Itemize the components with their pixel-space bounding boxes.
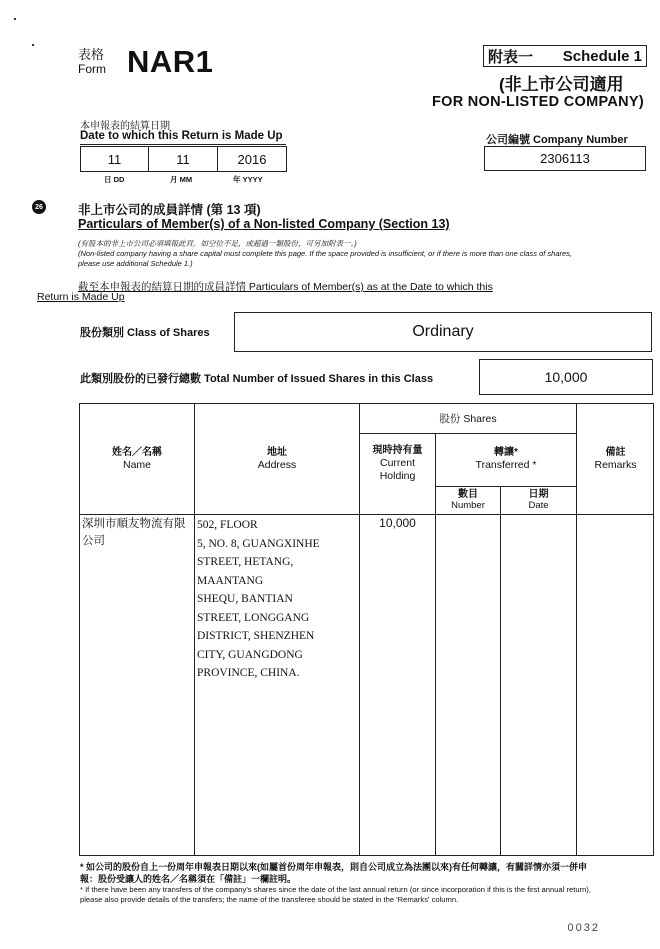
member-address bbox=[197, 516, 357, 683]
year-caption: 年 YYYY bbox=[233, 175, 263, 184]
form-label-zh: 表格 bbox=[78, 47, 105, 62]
date-header-en: Date bbox=[528, 500, 549, 511]
address-header-en: Address bbox=[257, 459, 297, 471]
name-header bbox=[80, 446, 194, 472]
section-number-badge: 26 bbox=[32, 200, 46, 214]
class-of-shares-value: Ordinary bbox=[234, 312, 652, 352]
member-address-line: CITY, GUANGDONG bbox=[197, 648, 303, 661]
remarks-header bbox=[577, 446, 654, 472]
date-header bbox=[501, 489, 576, 511]
return-date-underline bbox=[80, 144, 286, 145]
return-date-month: 11 bbox=[148, 146, 218, 172]
member-name: 深圳市順友物流有限公司 bbox=[82, 518, 186, 547]
as-at-line-1: 截至本申報表的結算日期的成員詳情 Particulars of Member(s) as at the Date to which this bbox=[78, 281, 493, 293]
address-header-zh: 地址 bbox=[267, 447, 287, 458]
company-number-label: 公司編號 Company Number bbox=[486, 134, 628, 146]
member-address-line: DISTRICT, SHENZHEN bbox=[197, 630, 315, 642]
number-header-zh: 數目 bbox=[458, 489, 478, 500]
members-table bbox=[79, 403, 654, 856]
remarks-header-zh: 備註 bbox=[605, 447, 626, 458]
shares-header: 股份 Shares bbox=[439, 413, 497, 425]
member-address-line: SHEQU, BANTIAN bbox=[197, 593, 293, 605]
form-label-en: Form bbox=[78, 62, 106, 76]
member-address-line: 502, FLOOR bbox=[197, 519, 258, 531]
section-title-zh: 非上市公司的成員詳情 (第 13 項) bbox=[78, 203, 261, 217]
return-date-year: 2016 bbox=[217, 146, 287, 172]
return-date-label-zh: 本申報表的結算日期 bbox=[80, 121, 170, 132]
company-number-value: 2306113 bbox=[484, 146, 646, 171]
name-header-en: Name bbox=[122, 459, 151, 471]
section-note-zh: (有股本的非上市公司必須填報此頁。如空位不足，或超過一類股份，可另加附表一。) bbox=[78, 239, 357, 248]
member-current-holding: 10,000 bbox=[379, 516, 416, 530]
row-divider bbox=[359, 433, 576, 434]
remarks-header-en: Remarks bbox=[594, 459, 637, 471]
column-divider bbox=[500, 486, 501, 856]
date-header-zh: 日期 bbox=[528, 489, 549, 500]
number-header bbox=[436, 489, 500, 511]
transferred-header-en: Transferred * bbox=[475, 459, 537, 471]
address-header bbox=[195, 446, 359, 472]
footnote-zh: * 如公司的股份自上一份周年申報表日期以來(如屬首份周年申報表，則自公司成立為法團以來)有任何轉讓，有關詳情亦須一併申報：股份受讓人的姓名／名稱須在「備註」一欄註明。 bbox=[80, 862, 588, 884]
schedule-for-en: FOR NON-LISTED COMPANY) bbox=[431, 94, 644, 110]
total-issued-value: 10,000 bbox=[479, 359, 653, 395]
return-date-day: 11 bbox=[80, 146, 149, 172]
scan-speck bbox=[14, 18, 16, 20]
class-of-shares-label: 股份類別 Class of Shares bbox=[80, 327, 210, 339]
as-at-line-2: Return is Made Up bbox=[37, 291, 125, 303]
footnote-en: * If there have been any transfers of the company's shares since the date of the last annual return (or since incorporation if this is the first annual return), please also provide details of the transfers; the name of the transferee should be stated in the 'Remarks' column. bbox=[80, 885, 591, 904]
name-header-zh: 姓名／名稱 bbox=[112, 447, 162, 458]
member-address-line: STREET, HETANG, MAANTANG bbox=[197, 556, 294, 587]
number-header-en: Number bbox=[451, 500, 485, 511]
schedule-box bbox=[483, 45, 647, 67]
total-issued-label: 此類別股份的已發行總數 Total Number of Issued Shares in this Class bbox=[80, 373, 434, 385]
month-caption: 月 MM bbox=[170, 175, 193, 184]
schedule-zh: 附表一 bbox=[488, 48, 534, 66]
schedule-for-zh: (非上市公司適用 bbox=[499, 75, 624, 94]
current-holding-header-en-2: Holding bbox=[379, 470, 416, 482]
section-note-en: (Non-listed company having a share capital must complete this page. If the space provided is insufficient, or if there is more than one class of shares, please use additional Schedule 1.) bbox=[78, 249, 573, 268]
current-holding-header bbox=[360, 444, 435, 483]
member-address-line: 5, NO. 8, GUANGXINHE bbox=[197, 537, 320, 550]
member-address-line: STREET, LONGGANG bbox=[197, 611, 310, 624]
day-caption: 日 DD bbox=[104, 175, 125, 184]
row-divider bbox=[435, 486, 576, 487]
form-code: NAR1 bbox=[127, 44, 214, 79]
return-date-label-en: Date to which this Return is Made Up bbox=[80, 130, 283, 142]
current-holding-header-en-1: Current bbox=[379, 457, 415, 469]
section-title-en: Particulars of Member(s) of a Non-listed Company (Section 13) bbox=[78, 217, 450, 231]
header-bottom-rule bbox=[80, 514, 654, 515]
page-number: 0032 bbox=[567, 922, 600, 934]
transferred-header-zh: 轉讓* bbox=[494, 447, 518, 458]
member-address-line: PROVINCE, CHINA. bbox=[197, 667, 300, 679]
schedule-en: Schedule 1 bbox=[562, 47, 642, 65]
current-holding-header-zh: 現時持有量 bbox=[372, 445, 423, 456]
transferred-header bbox=[436, 446, 576, 472]
scan-speck bbox=[32, 44, 34, 46]
